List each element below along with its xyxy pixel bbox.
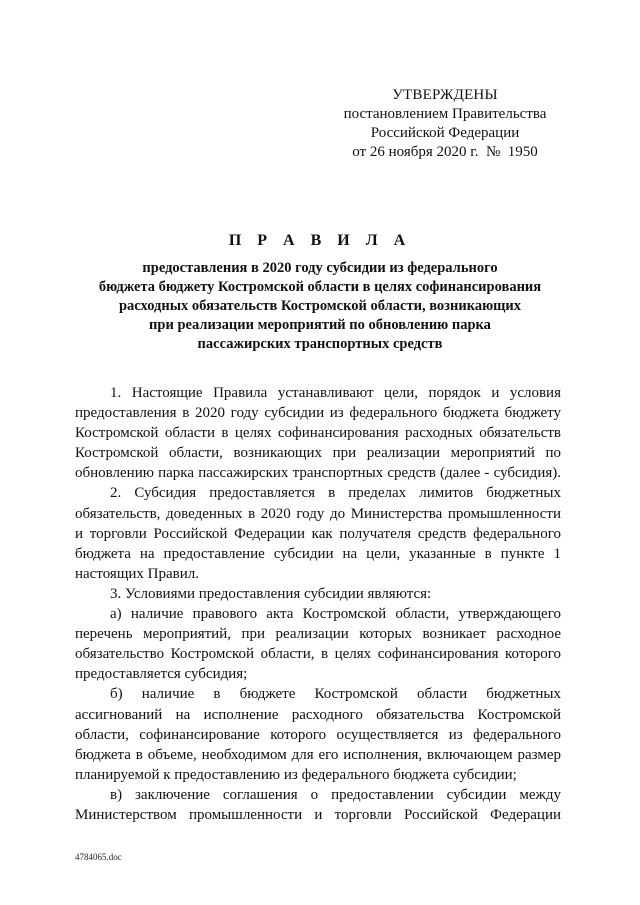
subtitle-line: бюджета бюджету Костромской области в целях софинансирования xyxy=(98,279,542,295)
body-line: 3. Условиями предоставления субсидии являются: xyxy=(110,585,432,602)
document-title: П Р А В И Л А xyxy=(228,232,412,249)
body-line: 1. Настоящие Правила устанавливают цели, порядок и условия xyxy=(110,385,561,401)
approval-block xyxy=(320,86,570,162)
body-line: бюджета на предоставление субсидии на цели, указанные в пункте 1 xyxy=(75,545,561,562)
subtitle-line: предоставления в 2020 году субсидии из федерального xyxy=(142,260,498,276)
body-line: планируемой к предоставлению из федерального бюджета субсидии; xyxy=(75,766,517,783)
body-line: Министерством промышленности и торговли Российской Федерации xyxy=(75,806,561,823)
body-line: настоящих Правил. xyxy=(75,565,199,582)
body-line: Костромской области в целях софинансирования расходных обязательств xyxy=(75,425,561,442)
body-line: обновлению парка пассажирских транспортных средств (далее - субсидия). xyxy=(75,465,561,482)
body-line: обязательств, доведенных в 2020 году до Министерства промышленности xyxy=(75,505,561,522)
body-line: обязательство Костромской области, в целях софинансирования которого xyxy=(75,646,561,663)
subtitle-line: пассажирских транспортных средств xyxy=(197,336,443,352)
subtitle-line: расходных обязательств Костромской области, возникающих xyxy=(118,298,522,314)
body-line: в) заключение соглашения о предоставлении субсидии между xyxy=(110,786,561,803)
subtitle-line: при реализации мероприятий по обновлению парка xyxy=(149,317,491,333)
body-line: ассигнований на исполнение расходного обязательства Костромской xyxy=(75,706,561,723)
body-line: бюджета в объеме, необходимом для его исполнения, включающем размер xyxy=(75,746,561,763)
body-line: предоставления в 2020 году субсидии из федерального бюджета бюджету xyxy=(75,405,561,422)
body-line: области, софинансирование которого осуществляется из федерального xyxy=(75,726,561,743)
body-line: б) наличие в бюджете Костромской области бюджетных xyxy=(110,686,561,703)
body-line: Костромской области, возникающих при реализации мероприятий по xyxy=(75,445,561,462)
approval-line: Российской Федерации xyxy=(370,125,520,141)
body-line: 2. Субсидия предоставляется в пределах лимитов бюджетных xyxy=(110,485,561,502)
body-line: и торговли Российской Федерации как получателя средств федерального xyxy=(75,525,561,542)
document-body xyxy=(75,383,561,825)
document-subtitle xyxy=(70,259,570,354)
body-line: перечень мероприятий, при реализации которых возникает расходное xyxy=(75,626,561,643)
approval-date: от 26 ноября 2020 г. № 1950 xyxy=(352,144,538,160)
body-line: предоставляется субсидия; xyxy=(75,666,248,683)
body-line: а) наличие правового акта Костромской области, утверждающего xyxy=(110,606,561,623)
file-footer: 4784065.doc xyxy=(75,852,122,862)
approval-heading: УТВЕРЖДЕНЫ xyxy=(392,87,498,103)
approval-line: постановлением Правительства xyxy=(343,106,547,122)
